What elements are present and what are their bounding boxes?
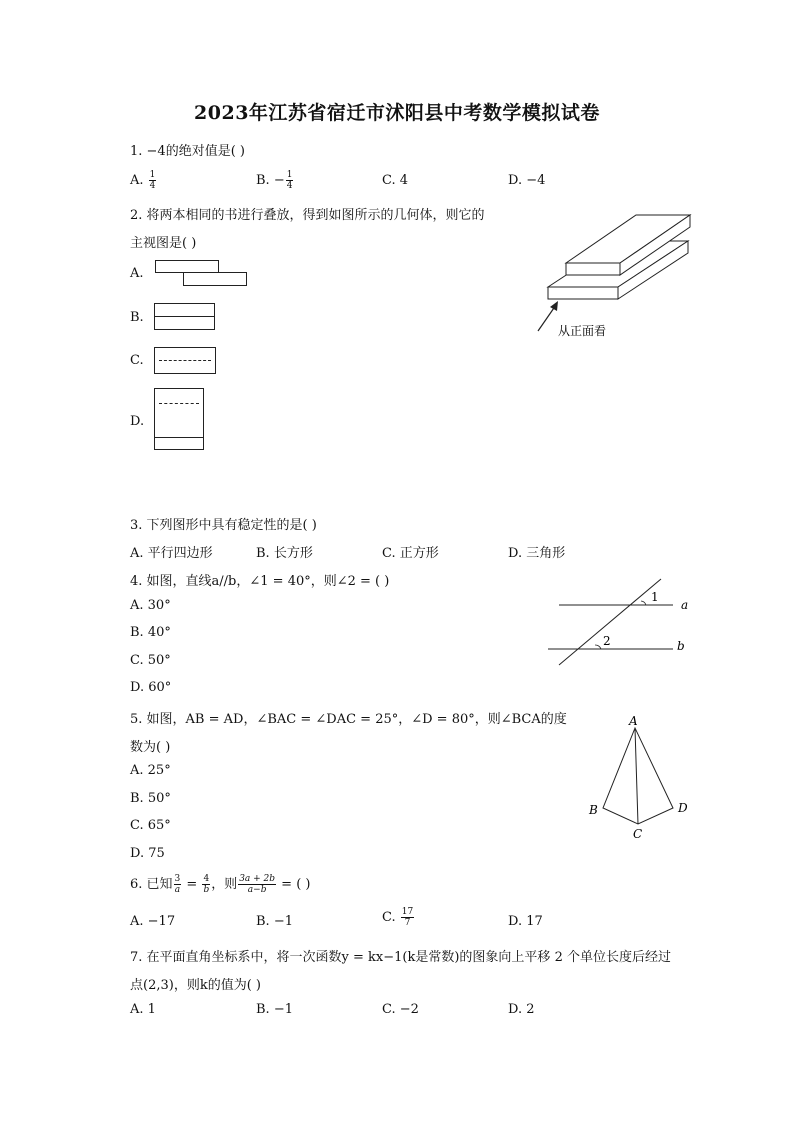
q2-option-b-rect	[154, 303, 215, 330]
q2-option-d[interactable]: D.	[130, 414, 145, 429]
q3-option-a[interactable]: A. 平行四边形	[130, 546, 213, 561]
q6-option-b[interactable]: B. −1	[256, 914, 293, 929]
q7-stem-line1: 7. 在平面直角坐标系中，将一次函数y = kx−1(k是常数)的图象向上平移 2 个单位长度后经过	[130, 950, 671, 965]
q4-option-c[interactable]: C. 50°	[130, 653, 171, 668]
angle-2-arc	[595, 645, 601, 649]
angle-1-label: 1	[651, 590, 659, 604]
q2-option-a[interactable]: A.	[130, 266, 144, 281]
q3-option-d[interactable]: D. 三角形	[508, 546, 566, 561]
vertex-D-label: D	[678, 801, 688, 815]
q5-option-a[interactable]: A. 25°	[130, 763, 171, 778]
diagonal-AC	[635, 728, 638, 824]
vertex-A-label: A	[629, 714, 638, 728]
q4-parallel-lines-figure	[545, 575, 695, 670]
line-b-label: b	[677, 639, 685, 653]
q2-option-c-rect	[154, 347, 216, 374]
q3-stem: 3. 下列图形中具有稳定性的是( )	[130, 518, 317, 533]
q4-option-a[interactable]: A. 30°	[130, 598, 171, 613]
q5-option-d[interactable]: D. 75	[130, 846, 165, 861]
q4-option-d[interactable]: D. 60°	[130, 680, 172, 695]
q1-option-c[interactable]: C. 4	[382, 173, 409, 188]
q6-option-a[interactable]: A. −17	[130, 914, 176, 929]
q6-stem: 6. 已知 $\frac{3}{a}$ = $\frac{4}{b}$ ，则 $\frac{3a + 2b}{a-b}$ = ( )	[130, 874, 311, 895]
line-a-label: a	[681, 598, 689, 612]
q6-option-c-fraction: $\frac{17}{7}$	[401, 907, 414, 928]
q2-books-figure	[530, 205, 700, 345]
q1-stem: 1. −4的绝对值是( )	[130, 144, 245, 159]
q7-stem-line2: 点(2,3)，则k的值为( )	[130, 978, 261, 993]
q5-stem-line1: 5. 如图，AB = AD，∠BAC = ∠DAC = 25°，∠D = 80°，则∠BCA的度	[130, 712, 567, 727]
page-title: 2023年江苏省宿迁市沭阳县中考数学模拟试卷	[194, 102, 600, 124]
q3-option-b[interactable]: B. 长方形	[256, 546, 313, 561]
transversal	[559, 579, 661, 665]
q6-fraction-4-over-b: $\frac{4}{b}$	[203, 874, 210, 895]
q7-option-c[interactable]: C. −2	[382, 1002, 419, 1017]
q2-stem-line1: 2. 将两本相同的书进行叠放，得到如图所示的几何体，则它的	[130, 208, 485, 223]
q2-stem-line2: 主视图是( )	[130, 236, 197, 251]
angle-1-arc	[641, 601, 646, 605]
q4-option-b[interactable]: B. 40°	[130, 625, 171, 640]
q1-option-a-fraction: $\frac{1}{4}$	[149, 170, 156, 191]
q2-option-b[interactable]: B.	[130, 310, 144, 325]
q6-option-c[interactable]: C. $\frac{17}{7}$	[382, 907, 414, 928]
q5-kite-figure	[583, 712, 698, 842]
vertex-C-label: C	[633, 827, 643, 841]
q6-fraction-expression: $\frac{3a + 2b}{a-b}$	[239, 874, 276, 895]
q1-option-b[interactable]: B. − $\frac{1}{4}$	[256, 170, 293, 191]
q4-stem: 4. 如图，直线a//b，∠1 = 40°，则∠2 = ( )	[130, 574, 390, 589]
q5-option-c[interactable]: C. 65°	[130, 818, 171, 833]
q7-option-d[interactable]: D. 2	[508, 1002, 535, 1017]
q5-stem-line2: 数为( )	[130, 740, 171, 755]
view-arrow-head	[550, 301, 558, 311]
q1-option-b-fraction: $\frac{1}{4}$	[286, 170, 293, 191]
q6-fraction-3-over-a: $\frac{3}{a}$	[174, 874, 181, 895]
q6-option-d[interactable]: D. 17	[508, 914, 543, 929]
angle-2-label: 2	[603, 634, 611, 648]
q1-option-d[interactable]: D. −4	[508, 173, 546, 188]
q2-option-c[interactable]: C.	[130, 353, 144, 368]
q2-option-d-rect	[154, 388, 204, 450]
q5-option-b[interactable]: B. 50°	[130, 791, 171, 806]
q2-option-a-bottom-rect	[183, 272, 247, 286]
q7-option-a[interactable]: A. 1	[130, 1002, 156, 1017]
q3-option-c[interactable]: C. 正方形	[382, 546, 439, 561]
vertex-B-label: B	[589, 803, 598, 817]
q2-figure-caption: 从正面看	[558, 324, 607, 338]
q7-option-b[interactable]: B. −1	[256, 1002, 293, 1017]
view-arrow	[538, 305, 556, 331]
q1-option-a[interactable]: A. $\frac{1}{4}$	[130, 170, 156, 191]
